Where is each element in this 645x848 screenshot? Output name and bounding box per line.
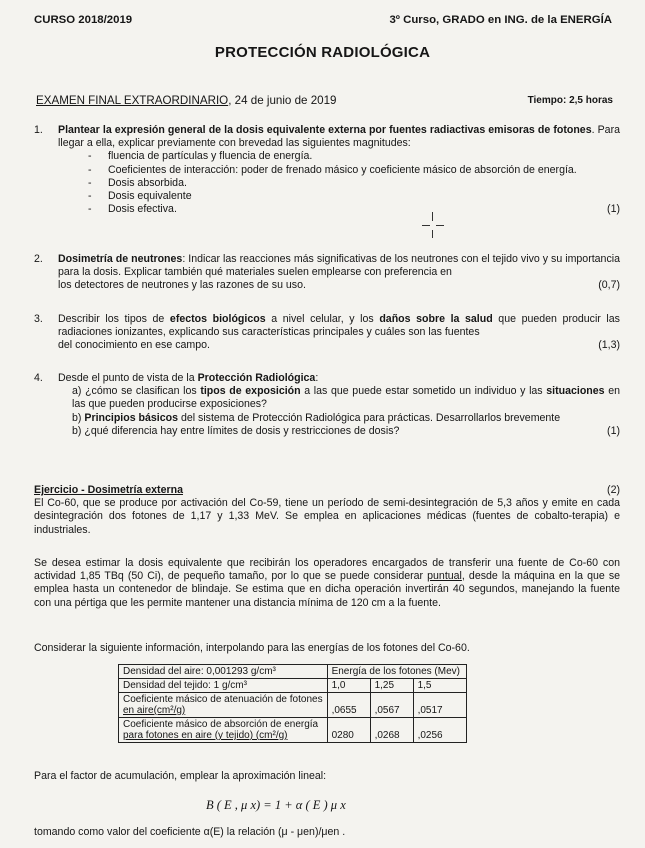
exercise-paragraph-3: Considerar la siguiente información, interpolando para las energías de los fotones del Co-60. xyxy=(34,642,470,654)
exam-name: EXAMEN FINAL EXTRAORDINARIO xyxy=(36,94,229,107)
magnitudes-list xyxy=(58,150,620,216)
question-3-text: a nivel celular, y los xyxy=(265,313,380,325)
page-title: PROTECCIÓN RADIOLÓGICA xyxy=(214,44,431,61)
question-2-bold: Dosimetría de neutrones xyxy=(58,253,183,265)
exercise-score: (2) xyxy=(607,484,620,496)
question-number: 4. xyxy=(34,372,43,384)
question-4-text: : xyxy=(315,372,319,384)
exercise-paragraph-2: Se desea estimar la dosis equivalente que recibirán los operadores encargados de transferir una fuente de Co-60 con actividad 1,85 TBq (50 Ci), de pequeño tamaño, por lo que se puede considerar puntual, desde la máquina en la que se emplea hasta un contenedor de blindaje. Se estima que en dicha operación invertirán 40 segundos, manejando la fuente con una pértiga que les permite mantener una distancia mínima de 120 cm a la fuente. xyxy=(34,557,621,609)
tissue-density: Densidad del tejido: 1 g/cm³ xyxy=(119,679,328,693)
question-score: (1) xyxy=(607,424,620,437)
question-4-part-b: b) Principios básicos del sistema de Protección Radiológica para prácticas. Desarrollarlos brevemente xyxy=(72,411,561,424)
question-4-part-c: b) ¿qué diferencia hay entre límites de dosis y restricciones de dosis? (1) xyxy=(72,424,620,437)
energy-header: Energía de los fotones (Mev) xyxy=(327,665,466,679)
buildup-formula: B ( E , μ x) = 1 + α ( E ) μ x xyxy=(206,798,346,812)
grade-label: 3º Curso, GRADO en ING. de la ENERGÍA xyxy=(389,14,612,26)
exam-line xyxy=(36,94,337,107)
energy-cell: 1,25 xyxy=(370,679,413,693)
buildup-footnote: tomando como valor del coeficiente α(E) la relación (μ - μen)/μen . xyxy=(34,826,346,838)
data-table xyxy=(118,664,467,743)
question-3-text: que pueden producir las radiaciones ionizantes, explicando sus características principales y cuáles son las fuentes xyxy=(58,313,620,339)
question-4 xyxy=(34,372,620,438)
buildup-text: Para el factor de acumulación, emplear la aproximación lineal: xyxy=(34,770,327,782)
question-score: (1) xyxy=(607,203,620,216)
table-cell: ,0517 xyxy=(413,693,466,718)
list-item-text: Dosis efectiva. xyxy=(108,203,177,216)
list-item: - Dosis absorbida. xyxy=(88,177,620,190)
exercise-paragraph-1: El Co-60, que se produce por activación del Co-59, tiene un período de semi-desintegración de 5,3 años y emite en cada desintegración dos fotones de 1,17 y 1,33 MeV. Se emplea en aplicaciones médicas (fuentes de cobalto-terapia) e industriales. xyxy=(34,497,620,536)
exercise-section xyxy=(34,484,620,537)
question-3-last: del conocimiento en ese campo. xyxy=(58,339,210,352)
list-item: - Dosis equivalente xyxy=(88,190,620,203)
question-number: 3. xyxy=(34,313,43,325)
question-number: 1. xyxy=(34,124,43,136)
energy-cell: 1,5 xyxy=(413,679,466,693)
question-1 xyxy=(34,124,620,216)
question-score: (1,3) xyxy=(598,339,620,352)
question-1-text: . Para llegar a ella, explicar previamente con brevedad las siguientes magnitudes: xyxy=(58,124,620,150)
table-cell: ,0567 xyxy=(370,693,413,718)
question-2-text: : Indicar las reacciones más significativas de los neutrones con el tejido vivo y su importancia para la dosis. Explicar también qué materiales suelen emplearse con preferencia en xyxy=(58,253,620,279)
question-4-part-a: a) ¿cómo se clasifican los tipos de exposición a las que puede estar sometido un individuo y las situaciones en las que pueden producirse exposiciones? xyxy=(72,385,620,411)
crosshair-mark xyxy=(422,212,444,238)
course-label: CURSO 2018/2019 xyxy=(34,14,133,26)
energy-cell: 1,0 xyxy=(327,679,370,693)
question-2-last: los detectores de neutrones y las razones de su uso. xyxy=(58,279,306,292)
question-3 xyxy=(34,313,620,353)
question-1-bold: Plantear la expresión general de la dosis equivalente externa por fuentes radiactivas emisoras de fotones xyxy=(58,124,592,136)
table-cell: ,0655 xyxy=(327,693,370,718)
air-density: Densidad del aire: 0,001293 g/cm³ xyxy=(119,665,328,679)
table-cell: ,0268 xyxy=(370,718,413,743)
question-4-bold: Protección Radiológica xyxy=(197,372,316,384)
question-3-bold: daños sobre la salud xyxy=(379,313,493,325)
list-item xyxy=(88,203,620,216)
table-cell: 0280 xyxy=(327,718,370,743)
exercise-title: Ejercicio - Dosimetría externa xyxy=(34,484,183,496)
question-4-text: Desde el punto de vista de la xyxy=(58,372,198,384)
list-item: - fluencia de partículas y fluencia de energía. xyxy=(88,150,620,163)
question-score: (0,7) xyxy=(598,279,620,292)
list-item: - Coeficientes de interacción: poder de frenado másico y coeficiente másico de absorción de energía. xyxy=(88,164,620,177)
question-3-bold: efectos biológicos xyxy=(169,313,266,325)
table-row-label: Coeficiente másico de atenuación de fotones en aire(cm²/g) xyxy=(119,693,328,718)
question-2 xyxy=(34,253,620,293)
table-cell: ,0256 xyxy=(413,718,466,743)
exam-time: Tiempo: 2,5 horas xyxy=(527,95,613,106)
question-3-text: Describir los tipos de xyxy=(58,313,170,325)
exam-date: , 24 de junio de 2019 xyxy=(228,94,337,107)
table-row-label: Coeficiente másico de absorción de energía para fotones en aire (y tejido) (cm²/g) xyxy=(119,718,328,743)
question-number: 2. xyxy=(34,253,43,265)
